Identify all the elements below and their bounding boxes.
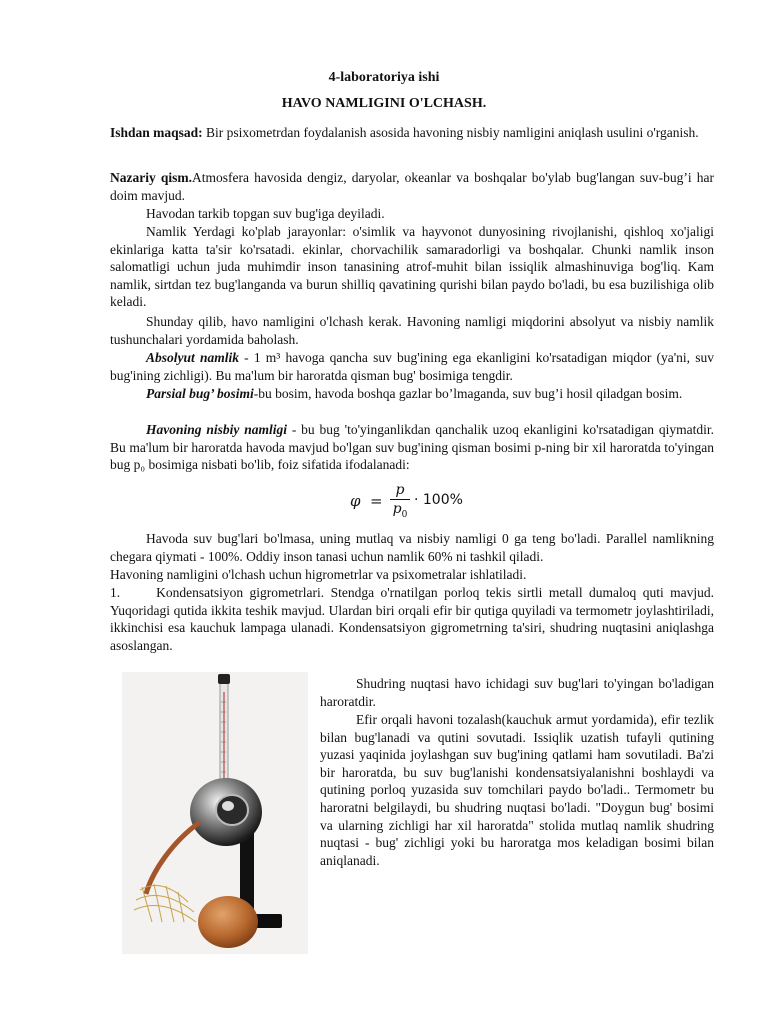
hygrometer-illustration [122,672,308,954]
humidity-formula [350,482,470,522]
partial-pressure-text: -bu bosim, havoda boshqa gazlar bo’lmaganda, suv bug’i hosil qiladgan bosim. [253,386,683,401]
goal-label: Ishdan maqsad: [110,125,203,140]
ether-cooling-paragraph: Efir orqali havoni tozalash(kauchuk armut yordamida), efir tezlik bilan bug'lanadi va qutini sovutadi. Issiqlik uzatish tufayli qutining yuzasi yaqinida joylashgan suv bug'ining qatlami ham sovutiladi. Ba'zi bir haroratda, bu suv bug'lanishi kondensatsiyalanishni boshlaydi va qutining porloq yuzasida suv tomchilari paydo bo'ladi.. Termometr bu haroratni belgilaydi, bu shudring nuqtasi bo'ladi. "Doygun bug' bosimi va ularning zichligi har xil haroratda" stolida mutlaq namlik shudring nuqtasi - bug' zichligi yoki bu haroratga mos keladigan bosimi bilan aniqlanadi. [320,712,714,868]
formula-equals: = [370,492,383,510]
absolute-humidity-paragraph [110,349,714,384]
after-formula-paragraph: Havoda suv bug'lari bo'lmasa, uning mutlaq va nisbiy namligi 0 ga teng bo'ladi. Parallel namlikning chegara qiymati - 100%. Oddiy inson tanasi uchun namlik 60% ni tashkil qiladi. [110,531,714,564]
theory-paragraph-3: Namlik Yerdagi ko'plab jarayonlar: o'simlik va hayvonot dunyosining rivojlanishi, qishloq xo'jaligi ekinlariga katta ta'sir ko'rsatadi. ekinlar, chorvachilik samaradorligi va boshqalar. Chunki namlik inson salomatligi uchun juda muhimdir inson tanasining atrof-muhit bilan issiqlik almashinuviga bog'liq. Kam namlik, sirtdan tez bug'langanda va burun shilliq qavatining qurishi bilan paydo bo'ladi, bu esa buzilishiga olib keladi. [110,224,714,310]
hygrometer-photo [122,672,308,954]
formula-fraction [390,482,410,523]
theory-text: Atmosfera havosida dengiz, daryolar, okeanlar va boshqalar bo'ylab bug'langan suv-bug’i har doim mavjud. [110,170,714,203]
partial-pressure-paragraph [110,385,714,403]
theory-label: Nazariy qism. [110,170,192,185]
goal-paragraph [110,124,714,142]
lab-number: 4-laboratoriya ishi [328,70,440,85]
instruments-paragraph: Havoning namligini o'lchash uchun higrometrlar va psixometralar ishlatiladi. [110,567,527,582]
theory-paragraph-4: Shunday qilib, havo namligini o'lchash kerak. Havoning namligi miqdorini absolyut va nisbiy namlik tushunchalari yordamida baholash. [110,314,714,347]
hygrometer-text: Kondensatsiyon gigrometrlari. Stendga o'rnatilgan porloq tekis sirtli metall dumaloq quti mavjud. Yuqoridagi qutida ikkita teshik mavjud. Ulardan biri orqali efir bir qutiga quyiladi va termometr joylashtiriladi, ikkinchisi esa kauchuk lampaga ulanadi. Kondensatsiyon gigrometrning ta'siri, shudring nuqtasini aniqlashga asoslangan. [110,585,714,653]
goal-text: Bir psixometrdan foydalanish asosida havoning nisbiy namligini aniqlash usulini o'rganish. [202,125,699,140]
absolute-humidity-text: - 1 m³ havoga qancha suv bug'ining ega ekanligini ko'rsatadigan miqdor (ya'ni, suv bug'ining zichligi). Bu ma'lum bir haroratda qisman bug' bosimiga tengdir. [110,350,714,383]
theory-paragraph-2: Havodan tarkib topgan suv bug'iga deyiladi. [146,206,385,221]
dew-point-paragraph: Shudring nuqtasi havo ichidagi suv bug'lari to'yingan bo'ladigan haroratdir. [320,676,714,709]
formula-phi: φ [350,492,361,510]
list-number: 1. [110,585,121,600]
relative-humidity-term: Havoning nisbiy namligi [146,422,287,437]
hygrometer-paragraph [110,584,714,654]
formula-denominator: $p_0$ [392,501,408,520]
formula-numerator: p [395,482,405,498]
formula-multiplier: · 100% [414,492,463,508]
fraction-bar [390,499,410,500]
absolute-humidity-term: Absolyut namlik [146,350,239,365]
theory-paragraph [110,169,714,204]
relative-humidity-text: - bu bug 'to'yinganlikdan qanchalik uzoq ekanligini ko'rsatadigan qiymatdir. Bu ma'lum bir haroratda havoda mavjud bo'lgan suv bug'ining qisman bosimi p-ning bir xil haroratda to'yingan bug p₀ bosimiga nisbati bo'lib, foiz sifatida ifodalanadi: [110,422,714,473]
formula-subscript: 0 [401,509,408,520]
relative-humidity-paragraph [110,421,714,474]
partial-pressure-term: Parsial bug’ bosimi [146,386,254,401]
page-title: HAVO NAMLIGINI O'LCHASH. [281,96,487,111]
